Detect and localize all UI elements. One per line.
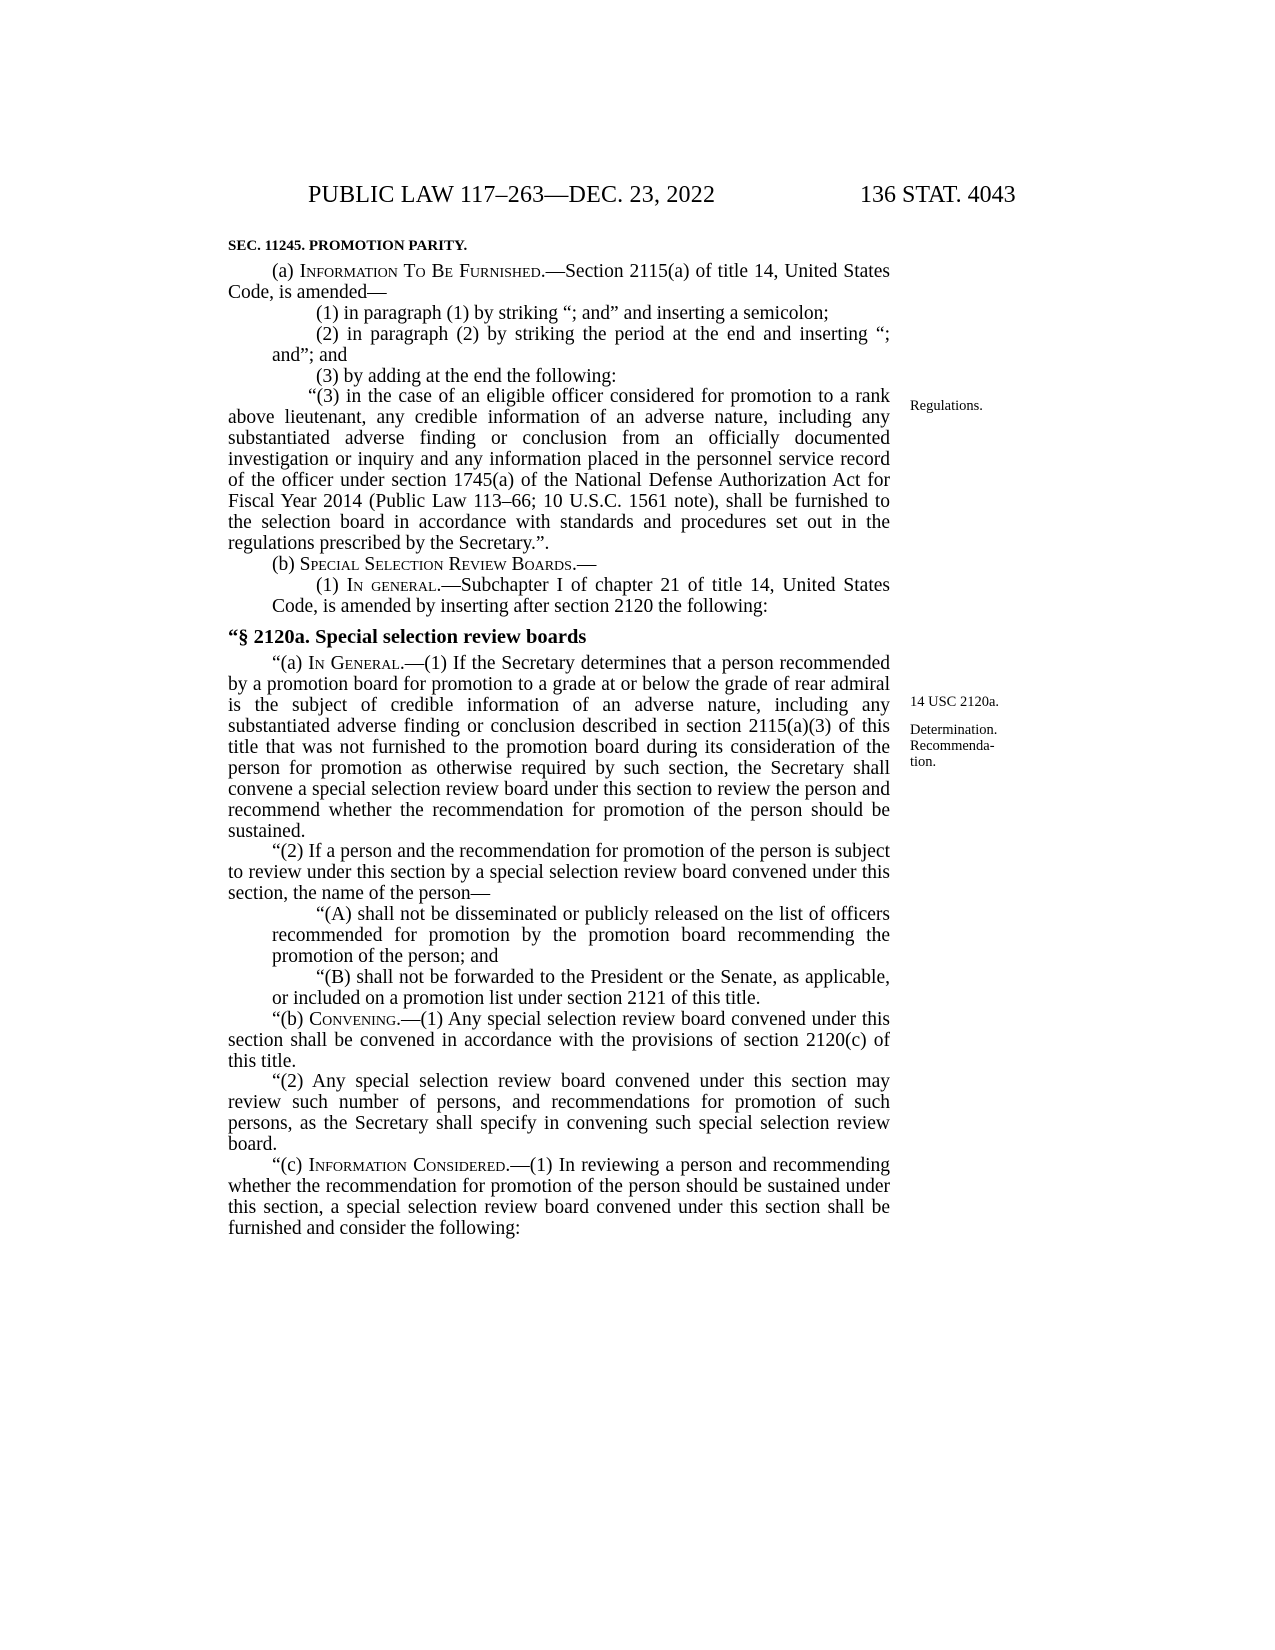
margin-note-determination-line: Determination. <box>910 722 998 738</box>
section-2120a-title: “§ 2120a. Special selection review boards <box>228 626 587 649</box>
clause-B: “(B) shall not be forwarded to the President or the Senate, as applicable, or included on a promotion list under section 2121 of this title. <box>272 966 890 1009</box>
new-subsection-c-heading: Information Considered <box>308 1155 506 1177</box>
quoted-paragraph-3: “(3) in the case of an eligible officer considered for promotion to a rank above lieutenant, any credible information of an adverse nature, including any substantiated adverse finding or conclusion from an officially documented investigation or inquiry and any information placed in the personnel service record of the officer under section 1745(a) of the National Defense Authorization Act for Fiscal Year 2014 (Public Law 113–66; 10 U.S.C. 1561 note), shall be furnished to the selection board in accordance with standards and procedures set out in the regulations prescribed by the Secretary.”. <box>228 386 890 554</box>
document-body <box>228 262 890 1240</box>
new-subsection-a: “(a) In General.—(1) If the Secretary determines that a person recommended by a promotion board for promotion to a grade at or below the grade of rear admiral is the subject of credible information of an adverse nature, including any substantiated adverse finding or conclusion described in section 2115(a)(3) of this title that was not furnished to the promotion board during its consideration of the person for promotion as otherwise required by such section, the Secretary shall convene a special selection review board under this section to review the person and recommend whether the recommendation for promotion of the person should be sustained. <box>228 653 890 842</box>
section-heading: SEC. 11245. PROMOTION PARITY. <box>228 238 468 254</box>
new-subsection-c: “(c) Information Considered.—(1) In reviewing a person and recommending whether the recommendation for promotion of the person should be sustained under this section, a special selection review board convened under this section shall be furnished and consider the following: <box>228 1155 890 1239</box>
new-subsection-a-2: “(2) If a person and the recommendation for promotion of the person is subject to review under this section by a special selection review board convened under this section, the name of the person— <box>228 841 890 905</box>
running-header-title: PUBLIC LAW 117–263—DEC. 23, 2022 <box>308 182 716 208</box>
margin-note-recommenda-line: Recommenda- <box>910 738 995 754</box>
subsection-a-heading: Information To Be Furnished <box>299 261 541 282</box>
paragraph-2: (2) in paragraph (2) by striking the period at the end and inserting “; and”; and <box>272 323 890 366</box>
subsection-a: (a) Information To Be Furnished.—Section 2115(a) of title 14, United States Code, is amended— <box>228 261 890 303</box>
paragraph-3: (3) by adding at the end the following: <box>316 365 617 387</box>
clause-A: “(A) shall not be disseminated or publicly released on the list of officers recommended for promotion by the promotion board recommending the promotion of the person; and <box>272 904 890 967</box>
subsection-b1-heading: In general <box>346 574 437 596</box>
new-subsection-b-2: “(2) Any special selection review board convened under this section may review such number of persons, and recommendations for promotion of such persons, as the Secretary shall specify in convening such special selection review board. <box>228 1071 890 1156</box>
margin-note-regulations: Regulations. <box>910 398 983 414</box>
page-stat-number: 136 STAT. 4043 <box>860 182 1016 208</box>
subsection-b-paragraph-1: (1) In general.—Subchapter I of chapter 21 of title 14, United States Code, is amended by inserting after section 2120 the following: <box>272 574 890 617</box>
margin-note-usc: 14 USC 2120a. <box>910 694 1000 710</box>
subsection-b: (b) Special Selection Review Boards.— <box>272 553 597 575</box>
new-subsection-b: “(b) Convening.—(1) Any special selection review board convened under this section shall be convened in accordance with the provisions of section 2120(c) of this title. <box>228 1008 890 1072</box>
new-subsection-a-heading: In General <box>308 653 400 675</box>
subsection-b-heading: Special Selection Review Boards <box>299 553 572 575</box>
margin-note-determination <box>910 722 1030 770</box>
new-subsection-b-heading: Convening <box>309 1008 397 1030</box>
margin-note-tion-line: tion. <box>910 754 937 770</box>
paragraph-1: (1) in paragraph (1) by striking “; and” and inserting a semicolon; <box>316 302 829 324</box>
